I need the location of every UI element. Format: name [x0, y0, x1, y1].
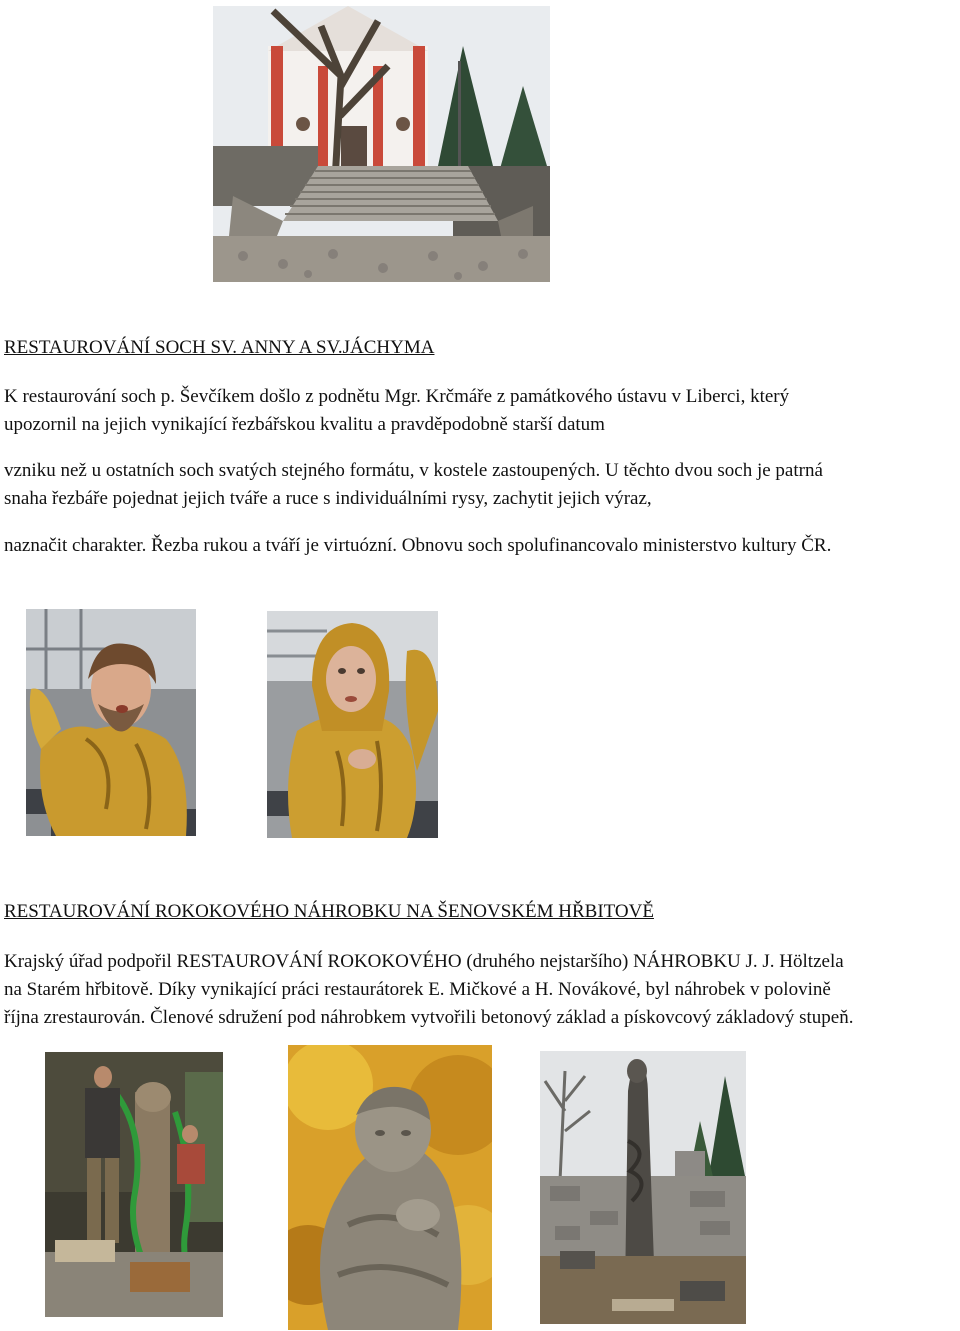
section1-line-1: K restaurování soch p. Ševčíkem došlo z podnětu Mgr. Krčmáře z památkového ústavu v Liberci, který — [4, 386, 790, 407]
section1-line-3: vzniku než u ostatních soch svatých stejného formátu, v kostele zastoupených. U těchto dvou soch je patrná — [4, 460, 823, 481]
section1-paragraph-c — [4, 532, 831, 560]
section2-paragraph — [4, 948, 854, 1032]
section1-line-2: upozornil na jejich vynikající řezbářskou kvalitu a pravděpodobně starší datum — [4, 414, 605, 435]
tombstone-angel-detail-photo — [288, 1045, 492, 1330]
section2-line-2: na Starém hřbitově. Díky vynikající práci restaurátorek E. Mičkové a H. Novákové, byl náhrobek v polovině — [4, 979, 831, 1000]
section2-line-3: října zrestaurován. Členové sdružení pod náhrobkem vytvořili betonový základ a pískovcový základový stupeň. — [4, 1007, 854, 1028]
restored-tombstone-photo — [540, 1051, 746, 1324]
section1-line-4: snaha řezbáře pojednat jejich tváře a ruce s individuálními rysy, zachytit jejich výraz, — [4, 488, 652, 509]
section1-heading: RESTAUROVÁNÍ SOCH SV. ANNY A SV.JÁCHYMA — [4, 337, 435, 358]
section1-line-5: naznačit charakter. Řezba rukou a tváří je virtuózní. Obnovu soch spolufinancovalo ministerstvo kultury ČR. — [4, 535, 832, 556]
church-stairs-photo — [213, 6, 550, 282]
section1-paragraph-b — [4, 457, 823, 513]
statue-anna-photo — [267, 611, 438, 838]
section2-line-1: Krajský úřad podpořil RESTAUROVÁNÍ ROKOKOVÉHO (druhého nejstaršího) NÁHROBKU J. J. Höltzela — [4, 951, 844, 972]
section2-heading: RESTAUROVÁNÍ ROKOKOVÉHO NÁHROBKU NA ŠENOVSKÉM HŘBITOVĚ — [4, 901, 654, 922]
section1-paragraph-a — [4, 383, 789, 439]
statue-joachim-photo — [26, 609, 196, 836]
restorers-working-photo — [45, 1052, 223, 1317]
